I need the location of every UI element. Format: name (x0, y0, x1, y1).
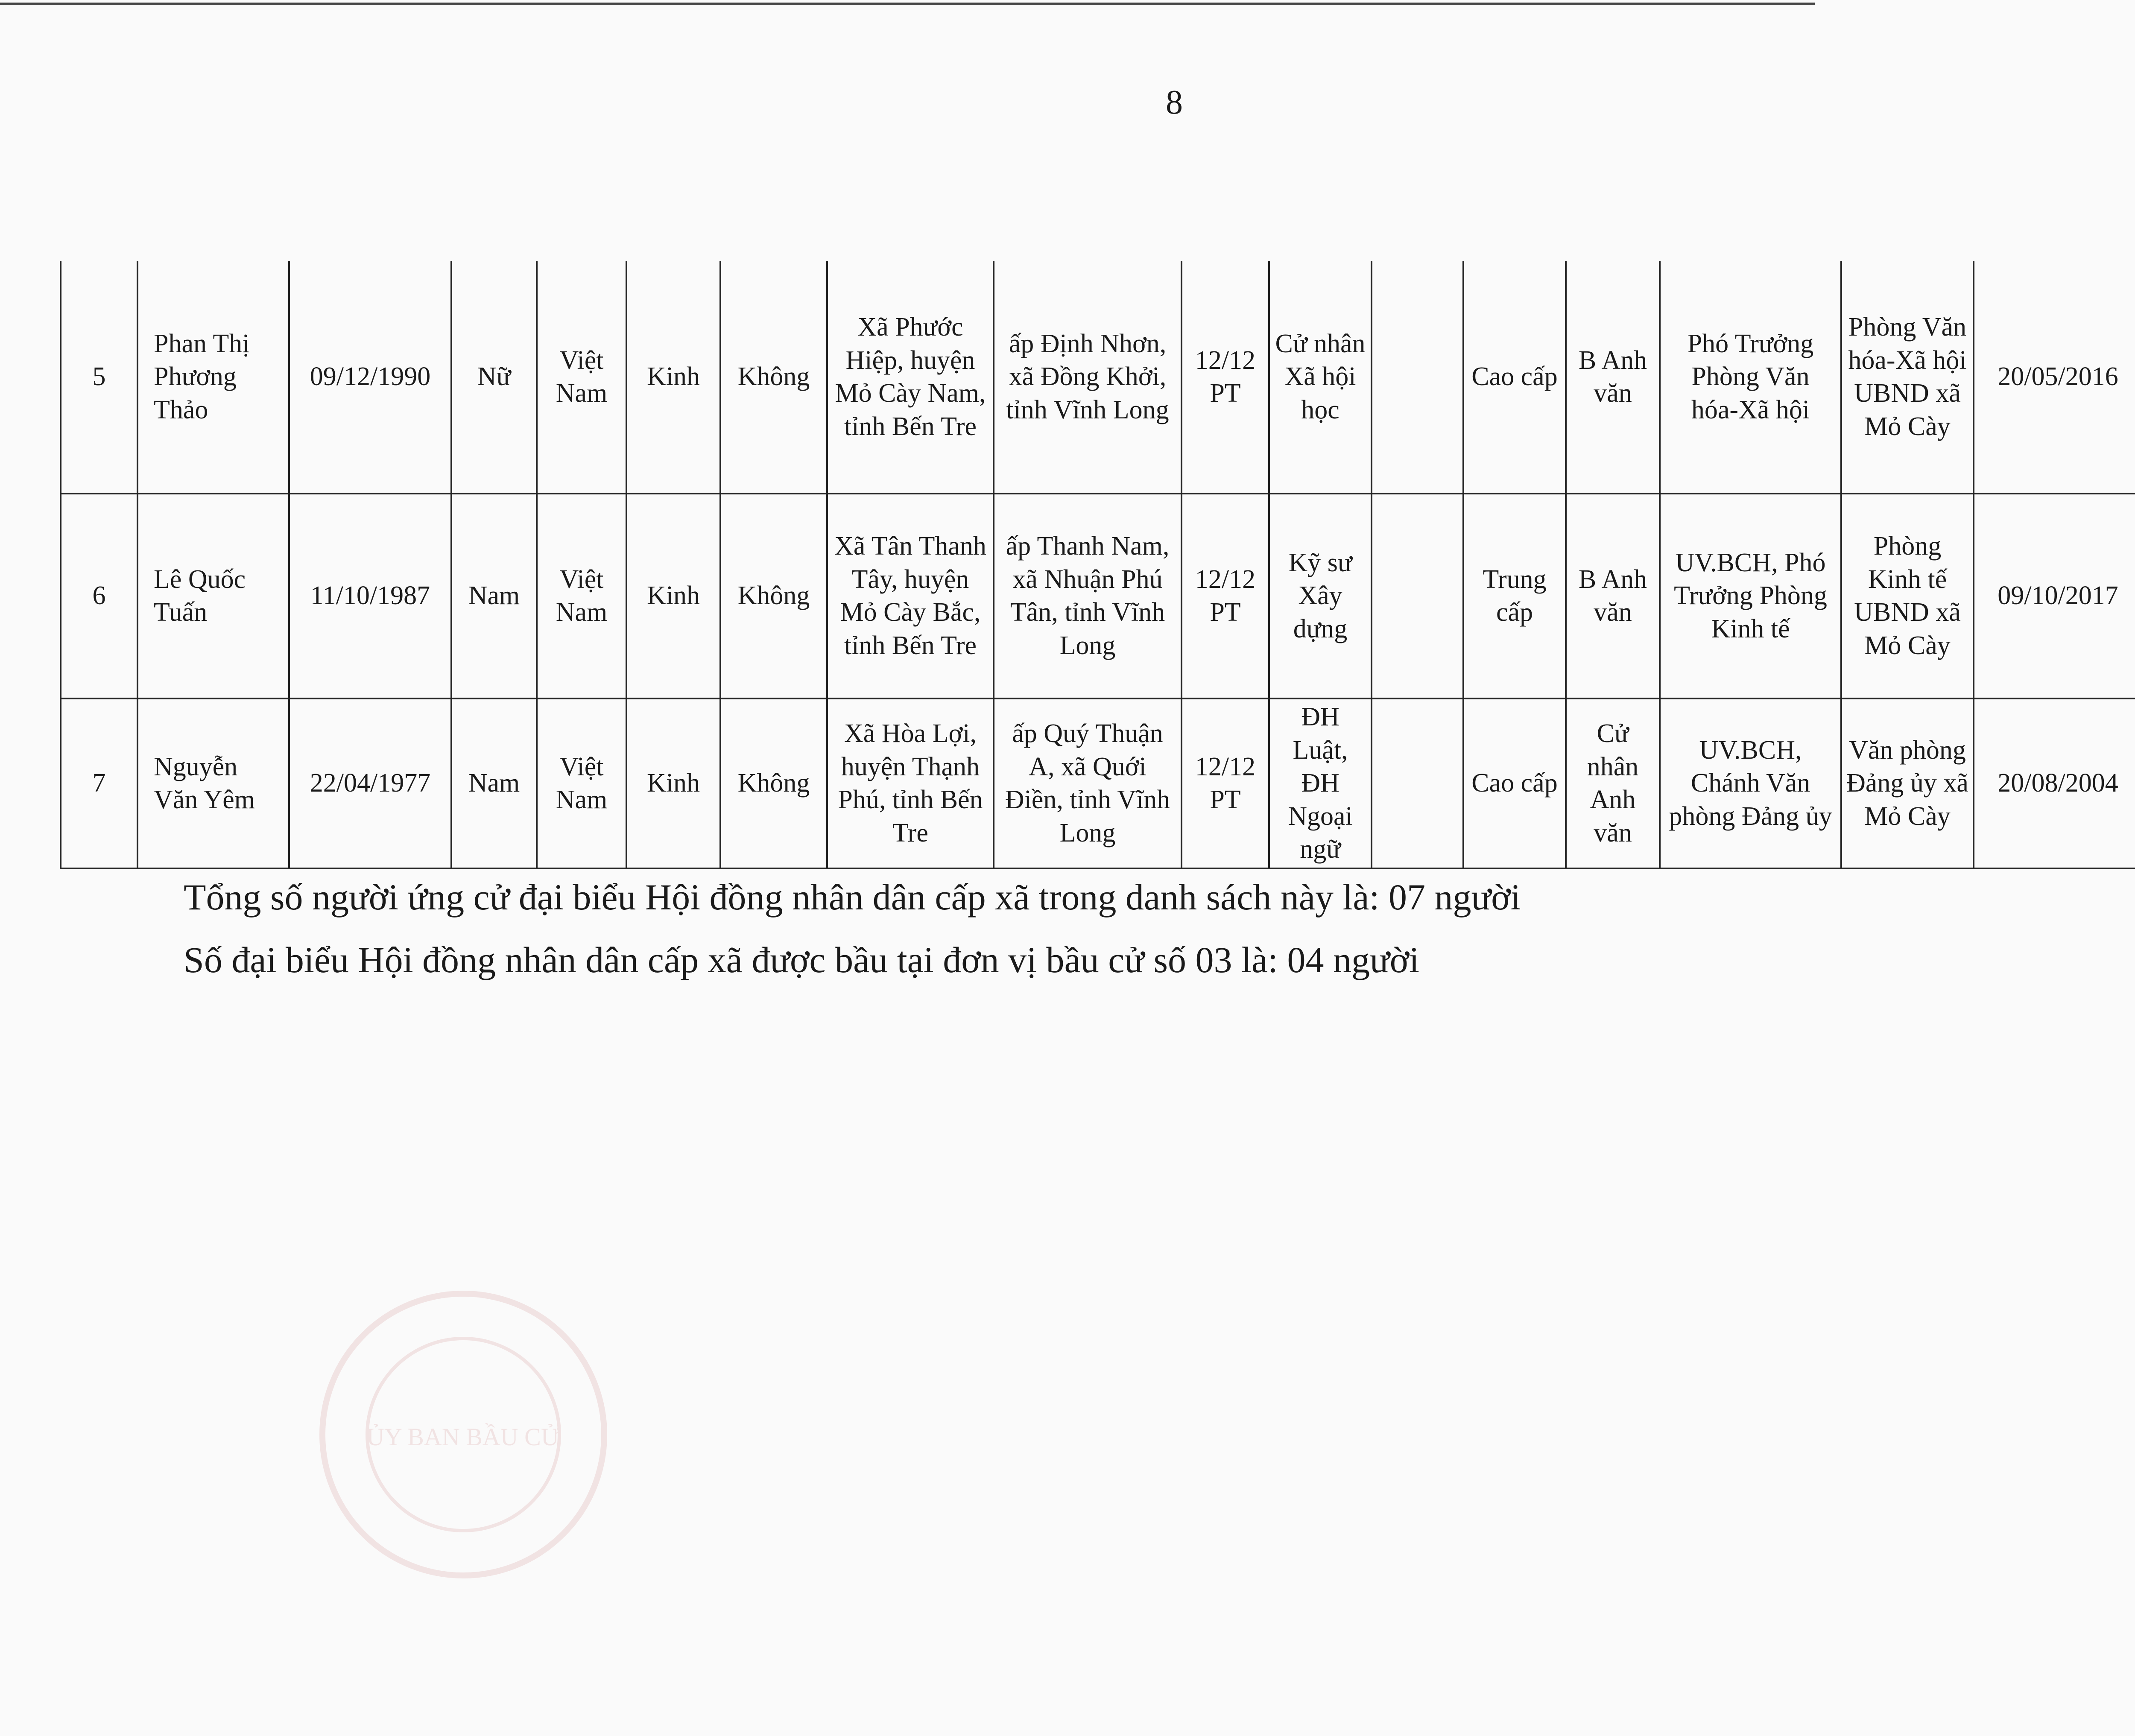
cell-position: UV.BCH, Phó Trưởng Phòng Kinh tế (1660, 494, 1841, 698)
page-number: 8 (1166, 84, 1183, 121)
summary-seats: Số đại biểu Hội đồng nhân dân cấp xã được bầu tại đơn vị bầu cử số 03 là: 04 người (184, 939, 1419, 980)
cell-professional-qualification: Kỹ sư Xây dựng (1269, 494, 1372, 698)
cell-position: Phó Trưởng Phòng Văn hóa-Xã hội (1660, 261, 1841, 494)
cell-birth-date: 11/10/1987 (289, 494, 451, 698)
cell-gender: Nữ (451, 261, 537, 494)
cell-religion: Không (720, 261, 827, 494)
cell-gender: Nam (451, 494, 537, 698)
cell-general-education: 12/12 PT (1182, 698, 1269, 868)
cell-academic-title (1372, 494, 1463, 698)
cell-general-education: 12/12 PT (1182, 494, 1269, 698)
cell-foreign-language: B Anh văn (1566, 261, 1660, 494)
cell-residence: ấp Quý Thuận A, xã Quới Điền, tỉnh Vĩnh Long (994, 698, 1182, 868)
cell-birth-date: 22/04/1977 (289, 698, 451, 868)
cell-professional-qualification: ĐH Luật, ĐH Ngoại ngữ (1269, 698, 1372, 868)
cell-stt: 5 (61, 261, 137, 494)
cell-workplace: Phòng Kinh tế UBND xã Mỏ Cày (1841, 494, 1974, 698)
cell-birth-date: 09/12/1990 (289, 261, 451, 494)
table-row (61, 494, 2135, 698)
cell-religion: Không (720, 698, 827, 868)
cell-stt: 7 (61, 698, 137, 868)
cell-political-theory: Cao cấp (1463, 261, 1566, 494)
cell-general-education: 12/12 PT (1182, 261, 1269, 494)
cell-name: Nguyễn Văn Yêm (137, 698, 289, 868)
cell-stt: 6 (61, 494, 137, 698)
candidate-table (60, 261, 2135, 869)
cell-party-join-date: 09/10/2017 (1974, 494, 2135, 698)
cell-political-theory: Cao cấp (1463, 698, 1566, 868)
cell-ethnicity: Kinh (626, 261, 720, 494)
summary-total-candidates: Tổng số người ứng cử đại biểu Hội đồng nhân dân cấp xã trong danh sách này là: 07 người (184, 877, 1521, 918)
table-row (61, 261, 2135, 494)
cell-professional-qualification: Cử nhân Xã hội học (1269, 261, 1372, 494)
cell-hometown: Xã Hòa Lợi, huyện Thạnh Phú, tỉnh Bến Tre (827, 698, 994, 868)
cell-name: Lê Quốc Tuấn (137, 494, 289, 698)
cell-workplace: Phòng Văn hóa-Xã hội UBND xã Mỏ Cày (1841, 261, 1974, 494)
cell-residence: ấp Định Nhơn, xã Đồng Khởi, tỉnh Vĩnh Long (994, 261, 1182, 494)
cell-name: Phan Thị Phương Thảo (137, 261, 289, 494)
cell-academic-title (1372, 698, 1463, 868)
cell-foreign-language: Cử nhân Anh văn (1566, 698, 1660, 868)
cell-academic-title (1372, 261, 1463, 494)
cell-position: UV.BCH, Chánh Văn phòng Đảng ủy (1660, 698, 1841, 868)
cell-nationality: Việt Nam (537, 261, 626, 494)
cell-party-join-date: 20/05/2016 (1974, 261, 2135, 494)
cell-hometown: Xã Phước Hiệp, huyện Mỏ Cày Nam, tỉnh Bến Tre (827, 261, 994, 494)
cell-nationality: Việt Nam (537, 698, 626, 868)
cell-hometown: Xã Tân Thanh Tây, huyện Mỏ Cày Bắc, tỉnh Bến Tre (827, 494, 994, 698)
cell-religion: Không (720, 494, 827, 698)
cell-nationality: Việt Nam (537, 494, 626, 698)
stamp-text: ỦY BAN BẦU CỬ (366, 1423, 560, 1451)
cell-party-join-date: 20/08/2004 (1974, 698, 2135, 868)
cell-foreign-language: B Anh văn (1566, 494, 1660, 698)
table-row (61, 698, 2135, 868)
cell-workplace: Văn phòng Đảng ủy xã Mỏ Cày (1841, 698, 1974, 868)
cell-political-theory: Trung cấp (1463, 494, 1566, 698)
cell-ethnicity: Kinh (626, 698, 720, 868)
cell-gender: Nam (451, 698, 537, 868)
cell-residence: ấp Thanh Nam, xã Nhuận Phú Tân, tỉnh Vĩnh Long (994, 494, 1182, 698)
cell-ethnicity: Kinh (626, 494, 720, 698)
official-seal-icon (314, 1285, 613, 1584)
top-border-line (0, 3, 1815, 5)
